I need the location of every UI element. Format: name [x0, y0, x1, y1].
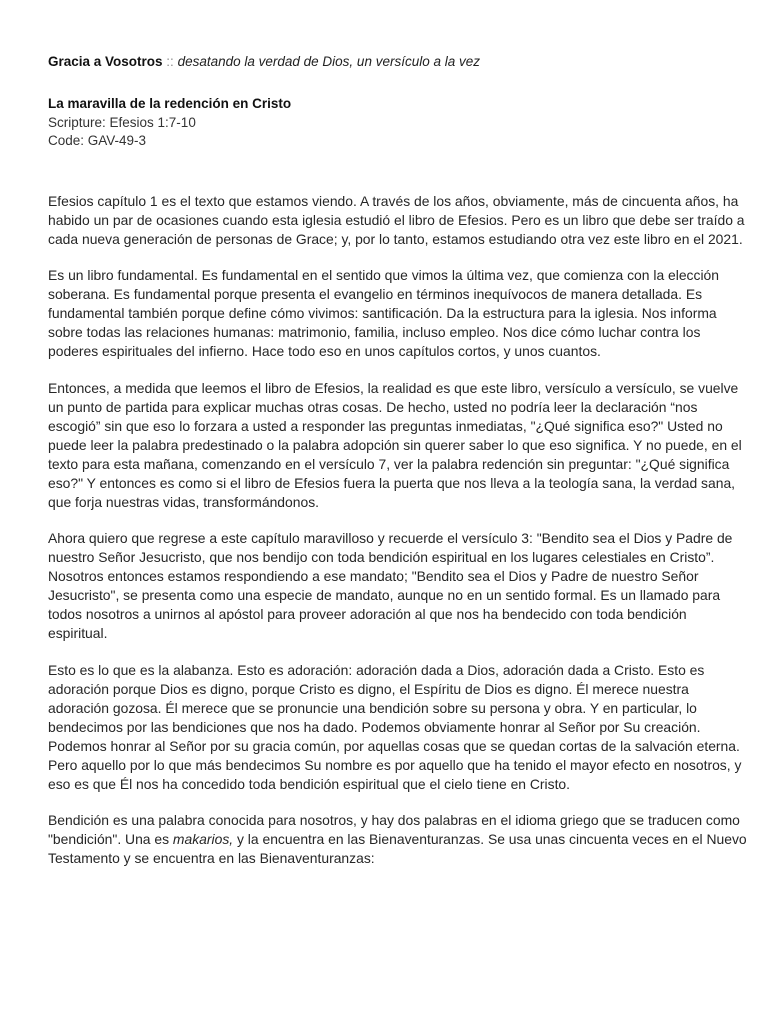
- scripture-reference: Scripture: Efesios 1:7-10: [48, 114, 196, 130]
- site-name: Gracia a Vosotros: [48, 54, 163, 69]
- sermon-title: La maravilla de la redención en Cristo: [48, 96, 292, 111]
- header-separator: ::: [162, 54, 178, 69]
- paragraph-text: Bendición es una palabra conocida para nosotros, y hay dos palabras en el idioma griego que se traducen como "bendición". Una es: [48, 812, 740, 847]
- sermon-meta: [48, 95, 748, 151]
- paragraph: Efesios capítulo 1 es el texto que estamos viendo. A través de los años, obviamente, más de cincuenta años, ha habido un par de ocasiones cuando esta iglesia estudió el libro de Efesios. Pero es un libro que debe ser traído a cada nueva generación de personas de Grace; y, por lo tanto, estamos estudiando otra vez este libro en el 2021.: [48, 192, 745, 247]
- paragraph: Es un libro fundamental. Es fundamental en el sentido que vimos la última vez, que comienza con la elección soberana. Es fundamental porque presenta el evangelio en términos inequívocos de manera detallada. Es fundamental también porque define cómo vivimos: santificación. Da la estructura para la iglesia. Nos informa sobre todas las relaciones humanas: matrimonio, familia, incluso empleo. Nos dice cómo luchar contra los poderes espirituales del infierno. Hace todo eso en unos capítulos cortos, y unos cuantos.: [48, 267, 719, 359]
- paragraph: Esto es lo que es la alabanza. Esto es adoración: adoración dada a Dios, adoración dada a Cristo. Esto es adoración porque Dios es digno, porque Cristo es digno, el Espíritu de Dios es digno. Él merece nuestra adoración gozosa. Él merece que se pronuncie una bendición sobre su persona y obra. Y en particular, lo bendecimos por las bendiciones que nos ha dado. Podemos obviamente honrar al Señor por Su creación. Podemos honrar al Señor por su gracia común, por aquellas cosas que se quedan cortas de la salvación eterna. Pero aquello por lo que más bendecimos Su nombre es por aquello que ha tenido el mayor efecto en nosotros, y eso es que Él nos ha concedido toda bendición espiritual que el cielo tiene en Cristo.: [48, 661, 742, 792]
- sermon-body: [48, 192, 748, 869]
- paragraph: Entonces, a medida que leemos el libro de Efesios, la realidad es que este libro, versículo a versículo, se vuelve un punto de partida para explicar muchas otras cosas. De hecho, usted no podría leer la declaración “nos escogió” sin que eso lo forzara a usted a responder las preguntas inmediatas, "¿Qué significa eso?" Usted no puede leer la palabra predestinado o la palabra adopción sin querer saber lo que eso significa. Y no puede, en el texto para esta mañana, comenzando en el versículo 7, ver la palabra redención sin preguntar: "¿Qué significa eso?" Y entonces es como si el libro de Efesios fuera la puerta que nos lleva a la teología sana, la verdad sana, que forja nuestras vidas, transformándonos.: [48, 379, 742, 510]
- paragraph: [48, 811, 748, 868]
- greek-term: makarios,: [172, 831, 234, 847]
- sermon-code: Code: GAV-49-3: [48, 133, 147, 148]
- document-page: [48, 53, 748, 868]
- paragraph-text: y la encuentra en las Bienaventuranzas. Se usa unas cincuenta veces en el Nuevo Testamento y se encuentra en las Bienaventuranzas:: [48, 831, 747, 866]
- site-tagline: desatando la verdad de Dios, un versículo a la vez: [177, 54, 480, 69]
- site-header: [48, 53, 748, 71]
- paragraph: Ahora quiero que regrese a este capítulo maravilloso y recuerde el versículo 3: "Bendito sea el Dios y Padre de nuestro Señor Jesucristo, que nos bendijo con toda bendición espiritual en los lugares celestiales en Cristo”. Nosotros entonces estamos respondiendo a ese mandato; "Bendito sea el Dios y Padre de nuestro Señor Jesucristo", se presenta como una especie de mandato, aunque no en un sentido formal. Es un llamado para todos nosotros a unirnos al apóstol para proveer adoración al que nos ha bendecido con toda bendición espiritual.: [48, 530, 733, 641]
